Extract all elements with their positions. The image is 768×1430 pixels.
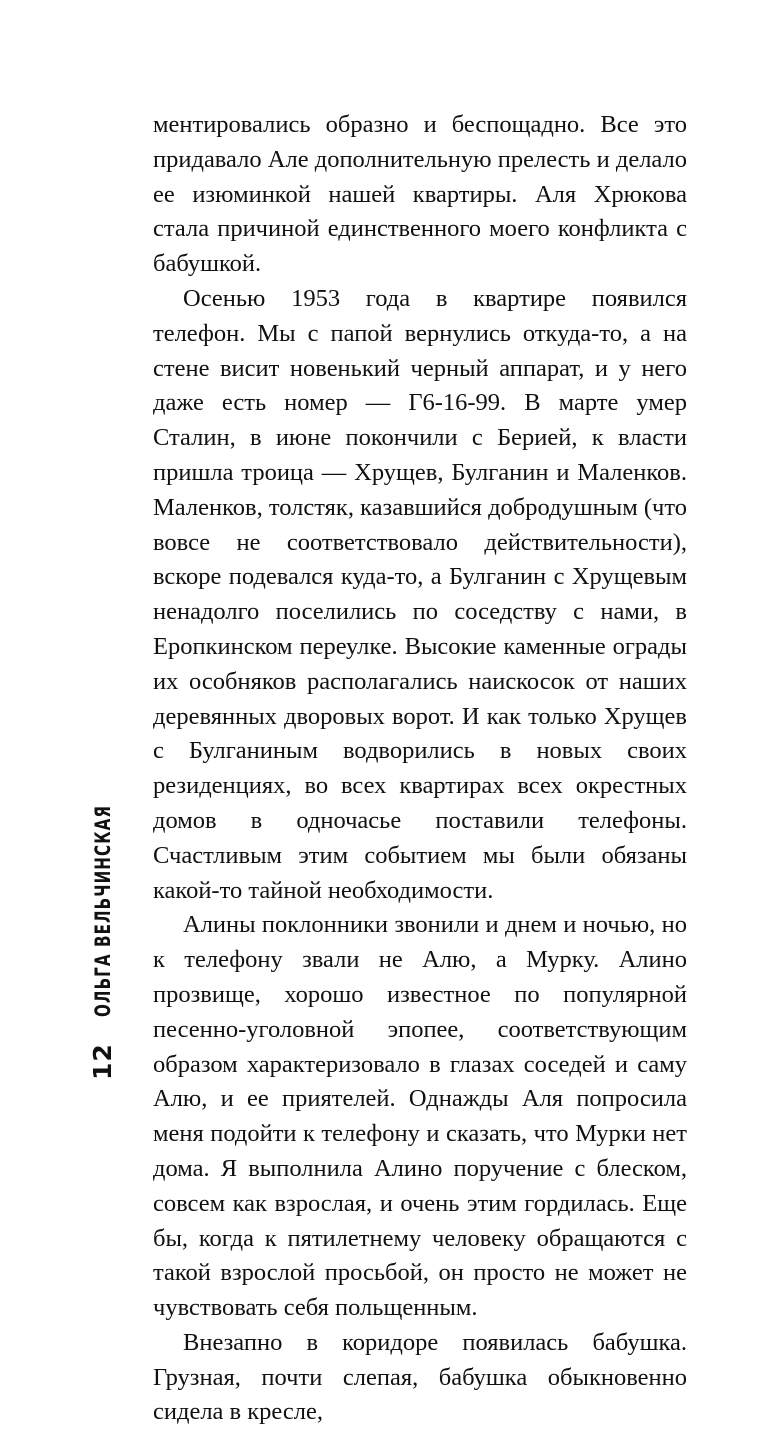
page-number: 12 [88,1043,117,1080]
page-margin-header [88,723,117,1080]
running-head: ОЛЬГА ВЕЛЬЧИНСКАЯ [90,805,115,1018]
paragraph: Внезапно в коридоре появилась бабушка. Грузная, почти слепая, бабушка обыкновенно сидела в кресле, [153,1328,687,1426]
paragraph: Осенью 1953 года в квартире появился телефон. Мы с папой вернулись откуда-то, а на стене висит новенький черный аппарат, и у него даже есть номер — Г6-16-99. В марте умер Сталин, в июне покончили с Берией, к власти пришла троица — Хрущев, Булганин и Маленков. Маленков, толстяк, казавшийся добродушным (что вовсе не соответствовало действительности), вскоре подевался куда-то, а Булганин с Хрущевым ненадолго поселились по соседству с нами, в Еропкинском переулке. Высокие каменные ограды их особняков располагались наискосок от наших деревянных дворовых ворот. И как только Хрущев с Булганиным водворились в новых своих резиденциях, во всех квартирах всех окрестных домов в одночасье поставили телефоны. Счастливым этим событием мы были обязаны какой-то тайной необходимости. [153,284,687,904]
paragraph: Алины поклонники звонили и днем и ночью, но к телефону звали не Алю, а Мурку. Алино прозвище, хорошо известное по популярной песенно-уголовной эпопее, соответствующим образом характеризовало в глазах соседей и саму Алю, и ее приятелей. Однажды Аля попросила меня подойти к телефону и сказать, что Мурки нет дома. Я выполнила Алино поручение с блеском, совсем как взрослая, и очень этим гордилась. Еще бы, когда к пятилетнему человеку обращаются с такой взрослой просьбой, он просто не может не чувствовать себя польщенным. [153,911,687,1322]
paragraph: ментировались образно и беспощадно. Все это придавало Але дополнительную прелесть и делало ее изюминкой нашей квартиры. Аля Хрюкова стала причиной единственного моего конфликта с бабушкой. [153,111,687,278]
body-text [153,108,687,1430]
